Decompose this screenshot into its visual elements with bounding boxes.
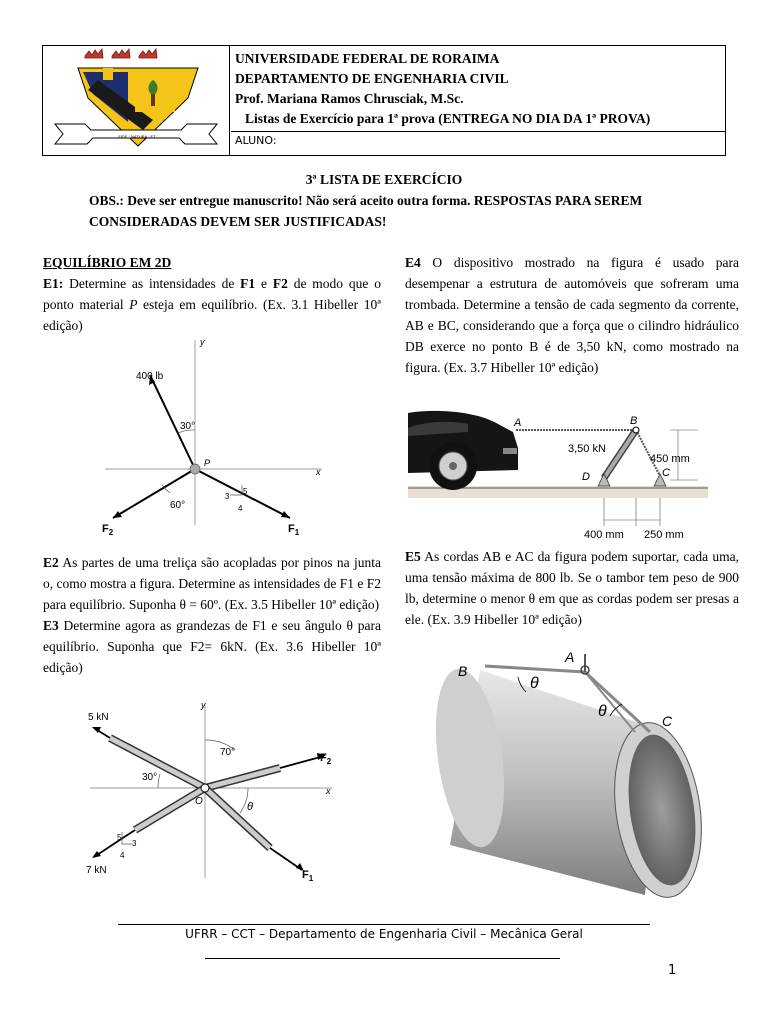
exercise-e1 (43, 252, 381, 336)
figure-e4 (408, 408, 708, 543)
point-d: D (582, 471, 590, 483)
e3-text: E3 Determine agora as grandezas de F1 e seu ângulo θ para equilíbrio. Suponha que F2= 6kN. (Ex. 3.6 Hibeller 10ª edição) (43, 618, 381, 675)
e4-text: E4 O dispositivo mostrado na figura é usado para desempenar a estrutura de automóveis que sofreram uma trombada. Determine a tensão de cada segmento da corrente, AB e BC, considerando que a força que o cilindro hidráulico DB exerce no ponto B é de 3,50 kN, como mostrado na figura. (Ex. 3.7 Hibeller 10ª edição) (405, 255, 739, 375)
height-450mm: 450 mm (650, 453, 690, 465)
e1-text: E1: Determine as intensidades de F1 e F2 de modo que o ponto material P esteja em equilíbrio. (Ex. 3.1 Hibeller 10ª edição) (43, 276, 381, 333)
point-b: B (630, 415, 638, 427)
point-b: B (458, 663, 468, 679)
dist-250mm: 250 mm (644, 529, 684, 541)
student-field: ALUNO: (235, 134, 277, 147)
force-350kn: 3,50 kN (568, 443, 606, 455)
force-400lb: 400 lb (136, 371, 164, 382)
x-axis-label: x (326, 786, 331, 796)
dist-400mm: 400 mm (584, 529, 624, 541)
slope-3: 3 (132, 839, 137, 848)
angle-30: 30° (142, 772, 158, 783)
e5-text: E5 As cordas AB e AC da figura podem suportar, cada uma, uma tensão máxima de 800 lb. Se o tambor tem peso de 900 lb, determine o menor θ em que as cordas podem ser presas a ele. (Ex. 3.9 Hibeller 10ª edição) (405, 549, 739, 627)
angle-70: 70° (220, 747, 236, 758)
e2-text: E2 As partes de uma treliça são acopladas por pinos na junta o, como mostra a figura. Determine as intensidades de F1 e F2 para equilíbrio. Suponha θ = 60º. (Ex. 3.5 Hibeller 10ª edição) (43, 555, 381, 612)
point-a: A (565, 649, 575, 665)
slope-4: 4 (238, 504, 243, 513)
x-axis-label: x (316, 467, 321, 477)
slope-3: 3 (225, 492, 230, 501)
list-description: Listas de Exercício para 1ª prova (ENTREGA NO DIA DA 1ª PROVA) (245, 111, 651, 126)
force-f1: $F_1$ (288, 523, 300, 537)
angle-theta-2: θ (598, 703, 607, 720)
y-axis-label: y (201, 700, 206, 710)
header-info (231, 46, 725, 132)
point-a: A (514, 417, 522, 429)
angle-theta: θ (247, 801, 253, 813)
slope-4: 4 (120, 851, 125, 860)
slope-5: 5 (243, 487, 248, 496)
university-logo (43, 46, 230, 155)
footer-text: UFRR – CCT – Departamento de Engenharia Civil – Mecânica Geral (185, 927, 583, 941)
professor-name: Prof. Mariana Ramos Chrusciak, M.Sc. (235, 91, 464, 106)
exercise-e2-e3 (43, 552, 381, 678)
footer-rule-top (118, 924, 650, 925)
angle-theta-1: θ (530, 675, 539, 692)
force-f1: $F_1$ (302, 869, 314, 883)
department-name: DEPARTAMENTO DE ENGENHARIA CIVIL (235, 71, 509, 86)
exercise-e4 (405, 252, 739, 378)
angle-30: 30° (180, 421, 196, 432)
force-f2: $F_2$ (102, 523, 114, 537)
slope-5: 5 (117, 833, 122, 842)
force-f2: $F_2$ (320, 752, 332, 766)
observation: OBS.: Deve ser entregue manuscrito! Não será aceito outra forma. RESPOSTAS PARA SEREM CONSIDERADAS DEVEM SER JUSTIFICADAS! (89, 193, 643, 229)
force-7kn: 7 kN (86, 865, 107, 876)
header-table (42, 45, 726, 156)
force-5kn: 5 kN (88, 712, 109, 723)
page-title: 3ª LISTA DE EXERCÍCIO (305, 172, 463, 187)
university-name: UNIVERSIDADE FEDERAL DE RORAIMA (235, 51, 500, 66)
figure-e1 (90, 335, 340, 540)
point-c: C (662, 467, 670, 479)
point-c: C (662, 713, 673, 729)
figure-e2 (80, 700, 345, 885)
y-axis-label: y (200, 337, 205, 347)
section-heading: EQUILÍBRIO EM 2D (43, 255, 172, 270)
footer-rule-bottom (205, 958, 560, 959)
angle-60: 60° (170, 500, 186, 511)
exercise-e5 (405, 546, 739, 630)
svg-text:FIDE · NATURA · ET: FIDE · NATURA · ET (118, 134, 156, 139)
point-p: P (204, 458, 211, 468)
figure-e5 (430, 640, 720, 900)
origin-o: O (195, 796, 203, 807)
page-number: 1 (668, 963, 677, 978)
